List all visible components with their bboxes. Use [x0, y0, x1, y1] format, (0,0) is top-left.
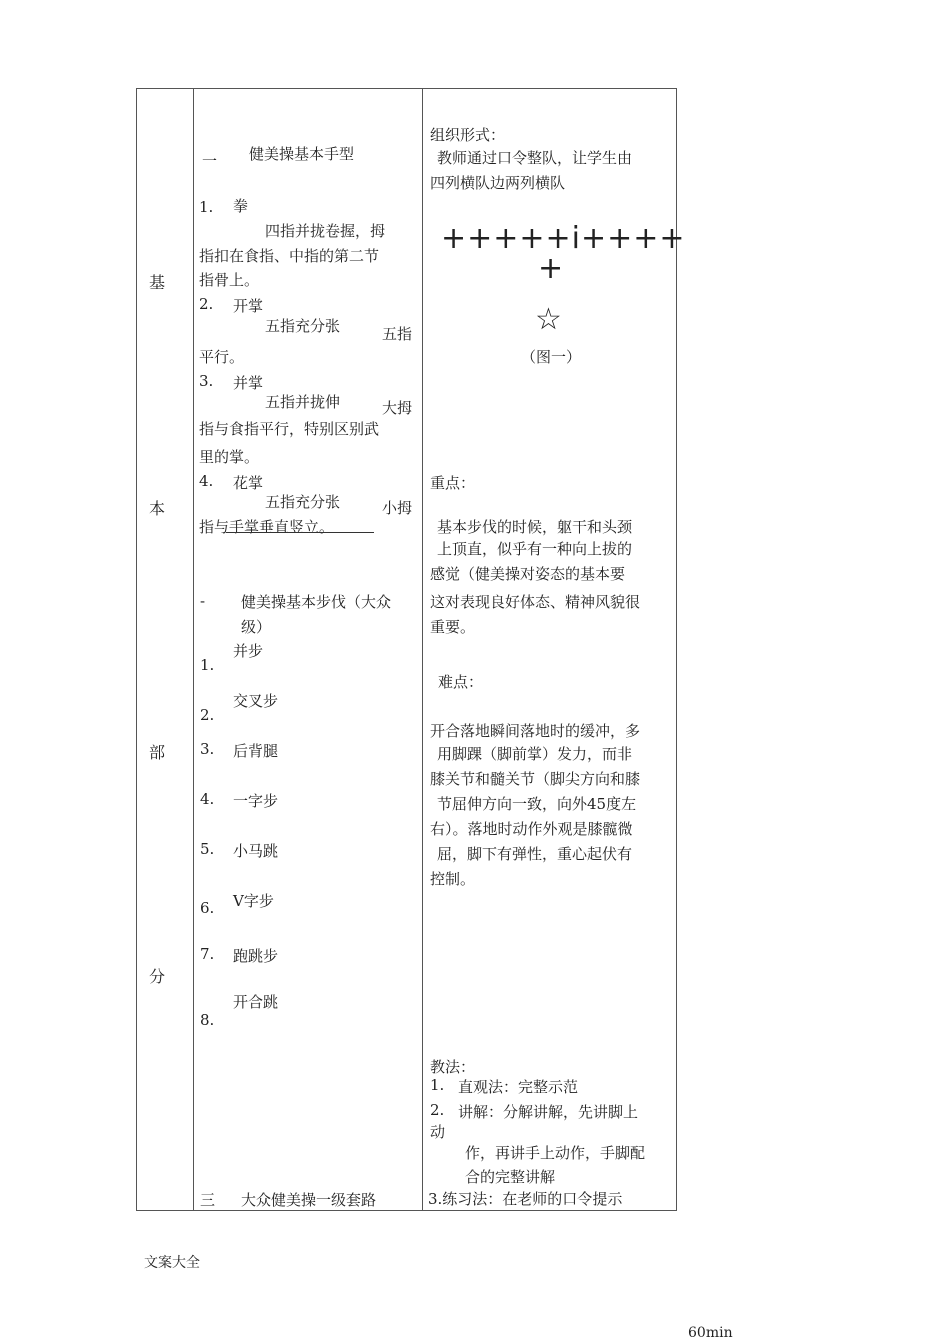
key-line: 感觉（健美操对姿态的基本要	[430, 565, 626, 583]
diff-line: 用脚踝（脚前掌）发力，而非	[437, 745, 633, 763]
diff-title: 难点：	[438, 673, 484, 691]
teacher-star-icon: ☆	[535, 302, 562, 337]
method-line: 讲解：分解讲解，先讲脚上	[458, 1103, 639, 1121]
hand2-desc-line: 五指充分张	[265, 317, 341, 335]
section1-title: 健美操基本手型	[249, 145, 355, 163]
key-line: 上顶直，似乎有一种向上拔的	[437, 540, 633, 558]
method-line: 作，再讲手上动作，手脚配	[465, 1144, 646, 1162]
side-label-char-1: 基	[149, 273, 166, 292]
diff-line: 控制。	[430, 870, 476, 888]
method-line: 直观法：完整示范	[458, 1078, 579, 1096]
org-line: 教师通过口令整队，让学生由	[437, 149, 633, 167]
hand2-desc-line: 平行。	[199, 348, 245, 366]
hand2-desc-line: 五指	[382, 325, 413, 343]
step-name: 并步	[233, 642, 264, 660]
key-line: 重要。	[430, 618, 476, 636]
hand4-name: 花掌	[233, 474, 264, 492]
section2-number: -	[200, 592, 206, 610]
step-name: 开合跳	[233, 993, 279, 1011]
step-name: 一字步	[233, 792, 279, 810]
step-number: 6.	[200, 899, 215, 917]
diff-line: 屈，脚下有弹性，重心起伏有	[437, 845, 633, 863]
side-label-char-2: 本	[149, 499, 166, 518]
side-label-char-3: 部	[149, 743, 166, 762]
method-title: 教法：	[430, 1058, 476, 1076]
column-divider-1	[193, 88, 194, 1211]
section2-title-line1: 健美操基本步伐（大众	[241, 593, 392, 611]
method-line: 3.练习法：在老师的口令提示	[428, 1190, 623, 1208]
step-number: 5.	[200, 840, 215, 858]
step-number: 1.	[200, 656, 215, 674]
hand3-number: 3.	[199, 372, 214, 390]
duration-label: 60min	[688, 1325, 733, 1341]
diff-line: 节屈伸方向一致，向外45度左	[437, 795, 637, 813]
figure-caption: （图一）	[521, 348, 582, 366]
hand1-desc-line: 四指并拢卷握，拇	[265, 222, 386, 240]
underline	[226, 532, 374, 533]
key-title: 重点：	[430, 474, 476, 492]
hand4-desc-line: 小拇	[382, 499, 413, 517]
column-divider-2	[422, 88, 423, 1211]
diff-line: 右）。落地时动作外观是膝髋微	[430, 820, 633, 838]
key-line: 这对表现良好体态、精神风貌很	[430, 593, 641, 611]
method-line: 动	[430, 1123, 446, 1141]
diff-line: 膝关节和髓关节（脚尖方向和膝	[430, 770, 641, 788]
hand4-desc-line: 五指充分张	[265, 493, 341, 511]
org-line: 四列横队边两列横队	[430, 174, 566, 192]
section3-number: 三	[200, 1191, 216, 1209]
step-name: 交叉步	[233, 692, 279, 710]
method-number: 1.	[430, 1076, 445, 1094]
formation-row-2: +	[538, 251, 565, 286]
method-number: 2.	[430, 1101, 445, 1119]
diff-line: 开合落地瞬间落地时的缓冲，多	[430, 722, 641, 740]
hand3-desc-line: 指与食指平行，特别区别武	[199, 420, 380, 438]
step-name: 小马跳	[233, 842, 279, 860]
formation-row-1: +++++i++++	[441, 221, 686, 256]
hand1-desc-line: 指骨上。	[199, 271, 260, 289]
step-name: 跑跳步	[233, 947, 279, 965]
step-name: V字步	[233, 892, 274, 910]
method-line: 合的完整讲解	[465, 1168, 556, 1186]
hand3-name: 并掌	[233, 374, 264, 392]
section1-number: 一	[202, 152, 218, 170]
side-label-char-4: 分	[149, 967, 166, 986]
key-line: 基本步伐的时候，躯干和头颈	[437, 518, 633, 536]
step-number: 3.	[200, 740, 215, 758]
section3-title: 大众健美操一级套路	[241, 1191, 377, 1209]
step-number: 7.	[200, 945, 215, 963]
step-name: 后背腿	[233, 742, 279, 760]
hand3-desc-line: 五指并拢伸	[265, 393, 341, 411]
hand3-desc-line: 里的掌。	[199, 448, 260, 466]
section2-title-line2: 级）	[241, 618, 272, 636]
org-title: 组织形式：	[430, 126, 506, 144]
step-number: 4.	[200, 790, 215, 808]
hand2-number: 2.	[199, 295, 214, 313]
hand1-name: 拳	[233, 197, 249, 215]
hand1-number: 1.	[199, 198, 214, 216]
hand4-desc-line: 指与手掌垂直竖立。	[199, 518, 335, 536]
step-number: 8.	[200, 1011, 215, 1029]
step-number: 2.	[200, 706, 215, 724]
hand1-desc-line: 指扣在食指、中指的第二节	[199, 247, 380, 265]
hand2-name: 开掌	[233, 297, 264, 315]
hand3-desc-line: 大拇	[382, 399, 413, 417]
hand4-number: 4.	[199, 472, 214, 490]
footer-left: 文案大全	[144, 1255, 200, 1271]
